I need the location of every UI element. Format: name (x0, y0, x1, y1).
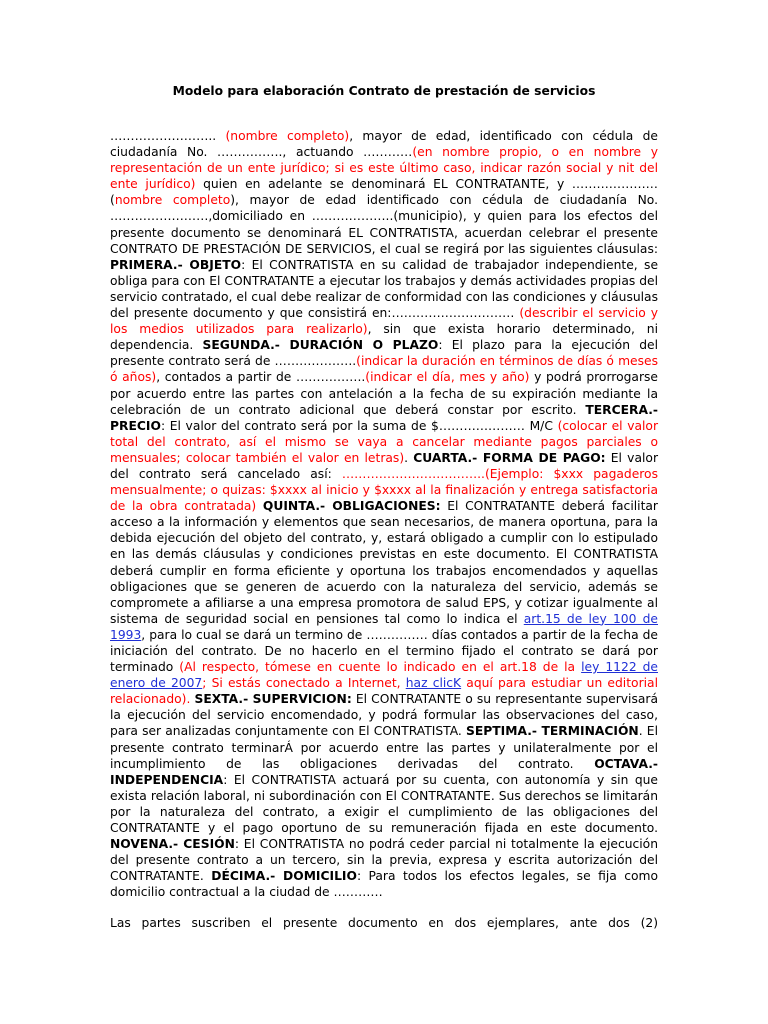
body-text: y podrá prorrogarse por acuerdo entre las partes con antelación a la fecha de su expiración mediante la celebración de un contrato adicional que deberá constar por escrito. (110, 370, 658, 417)
body-text (256, 499, 263, 513)
clause-heading: NOVENA.- CESIÓN (110, 837, 235, 852)
body-text: El CONTRATANTE o su representante supervisará la ejecución del servicio encomendado, y podrá formular las observaciones del caso, para ser analizadas conjuntamente con El CONTRATISTA. (110, 692, 658, 739)
placeholder-instruction: ; Si estás conectado a Internet, (202, 676, 406, 691)
body-text: , para lo cual se dará un termino de …………… días contados a partir de la fecha de iniciación del contrato. De no hacerlo en el termino fijado el contrato se dará por terminado (110, 627, 658, 675)
placeholder-instruction: (indicar la duración en términos de días ó meses ó años) (110, 354, 658, 385)
clause-heading: CUARTA.- FORMA DE PAGO: (413, 450, 606, 465)
body-text: quien en adelante se denominará EL CONTRATANTE, y …………………( (110, 177, 658, 208)
body-text: : El plazo para la ejecución del presente contrato será de ……………….. (110, 338, 658, 369)
body-text: : El CONTRATISTA actuará por su cuenta, con autonomía y sin que exista relación laboral, ni subordinación con El CONTRATANTE. Sus derechos se limitarán por la naturaleza del contrato, a exigir el cumplimiento de las obligaciones del CONTRATANTE y el pago oportuno de su remuneración fijada en este documento. (110, 772, 658, 836)
clause-heading: DÉCIMA.- DOMICILIO (211, 869, 357, 884)
clause-heading: TERCERA.- PRECIO (110, 402, 658, 433)
placeholder-instruction: (indicar el día, mes y año) (365, 370, 530, 385)
body-text: ), mayor de edad identificado con cédula de ciudadanía No. ……………………,domiciliado en ………………..(municipio), y quien para los efectos del presente documento se denominará EL CONTRATISTA, acuerdan celebrar el presente CONTRATO DE PRESTACIÓN DE SERVICIOS, el cual se regirá por las siguientes cláusulas: (110, 193, 658, 256)
document-title: Modelo para elaboración Contrato de prestación de servicios (172, 84, 596, 98)
body-text: El CONTRATANTE deberá facilitar acceso a la información y elementos que sean necesarios, de manera oportuna, para la debida ejecución del objeto del contrato, y, estará obligado a cumplir con lo estipulado en las demás cláusulas y condiciones previstas en este documento. El CONTRATISTA deberá cumplir en forma eficiente y oportuna los trabajos encomendados y aquellas obligaciones que se generen de acuerdo con la naturaleza del servicio, además se compromete a afiliarse a una empresa promotora de salud EPS, y cotizar igualmente al sistema de seguridad social en pensiones tal como lo indica el (110, 499, 658, 626)
closing-paragraph: Las partes suscriben el presente documento en dos ejemplares, ante dos (2) (110, 916, 658, 930)
clause-heading: QUINTA.- OBLIGACIONES: (262, 499, 441, 514)
body-text: : El CONTRATISTA no podrá ceder parcial ni totalmente la ejecución del presente contrato a un tercero, sin la previa, expresa y escrita autorización del CONTRATANTE. (110, 837, 658, 884)
body-text: : El valor del contrato será por la suma de $………………… M/C (160, 418, 558, 433)
clause-heading: SEXTA.- SUPERVICION: (194, 692, 352, 707)
body-text: , sin que exista horario determinado, ni dependencia. (110, 322, 659, 353)
placeholder-instruction: (describir el servicio y los medios utilizados para realizarlo) (110, 306, 658, 337)
placeholder-instruction: ……………………………..(Ejemplo: $xxx pagaderos mensualmente; o quizas: $xxxx al inicio y $xxxx al la finalización y entrega satisfactoria de la obra contratada) (110, 466, 658, 514)
placeholder-instruction: (Al respecto, tómese en cuente lo indicado en el art.18 de la (179, 660, 582, 675)
clause-heading: OCTAVA.- INDEPENDENCIA (110, 756, 658, 787)
placeholder-instruction: nombre completo (114, 193, 231, 208)
body-text: , mayor de edad, identificado con cédula de ciudadanía No. ……………., actuando ………… (110, 129, 658, 160)
clause-heading: SEGUNDA.- DURACIÓN O PLAZO (202, 338, 439, 353)
body-text: : El CONTRATISTA en su calidad de trabajador independiente, se obliga para con El CONTRATANTE a ejecutar los trabajos y demás actividades propias del servicio contratado, el cual debe realizar de conformidad con las condiciones y cláusulas del presente documento y que consistirá en:………………………… (110, 257, 659, 321)
reference-link[interactable]: haz clicK (405, 676, 462, 691)
body-text: . (404, 450, 414, 465)
clause-heading: PRIMERA.- OBJETO (110, 257, 242, 272)
body-text: , contados a partir de …………….. (156, 370, 366, 385)
placeholder-instruction: (colocar el valor total del contrato, así el mismo se vaya a cancelar mediante pagos parciales o mensuales; colocar también el valor en letras) (110, 418, 658, 465)
placeholder-instruction: (nombre completo) (225, 129, 350, 143)
body-text: …………………….. (110, 129, 226, 143)
placeholder-instruction: (en nombre propio, o en nombre y representación de un ente jurídico; si es este último caso, indicar razón social y nit del ente jurídico) (110, 145, 658, 192)
body-text: : Para todos los efectos legales, se fija como domicilio contractual a la ciudad de ………… (110, 869, 658, 900)
body-text: El valor del contrato será cancelado así: (110, 450, 658, 481)
contract-body (110, 128, 658, 901)
clause-heading: SEPTIMA.- TERMINACIÓN (465, 724, 639, 739)
reference-link[interactable]: art.15 de ley 100 de 1993 (110, 611, 658, 642)
body-text: . El presente contrato terminarÁ por acuerdo entre las partes y unilateralmente por el incumplimiento de las obligaciones derivadas del contrato. (110, 724, 658, 771)
reference-link[interactable]: ley 1122 de enero de 2007 (110, 660, 658, 691)
placeholder-instruction: aquí para estudiar un editorial relacionado). (110, 676, 658, 707)
